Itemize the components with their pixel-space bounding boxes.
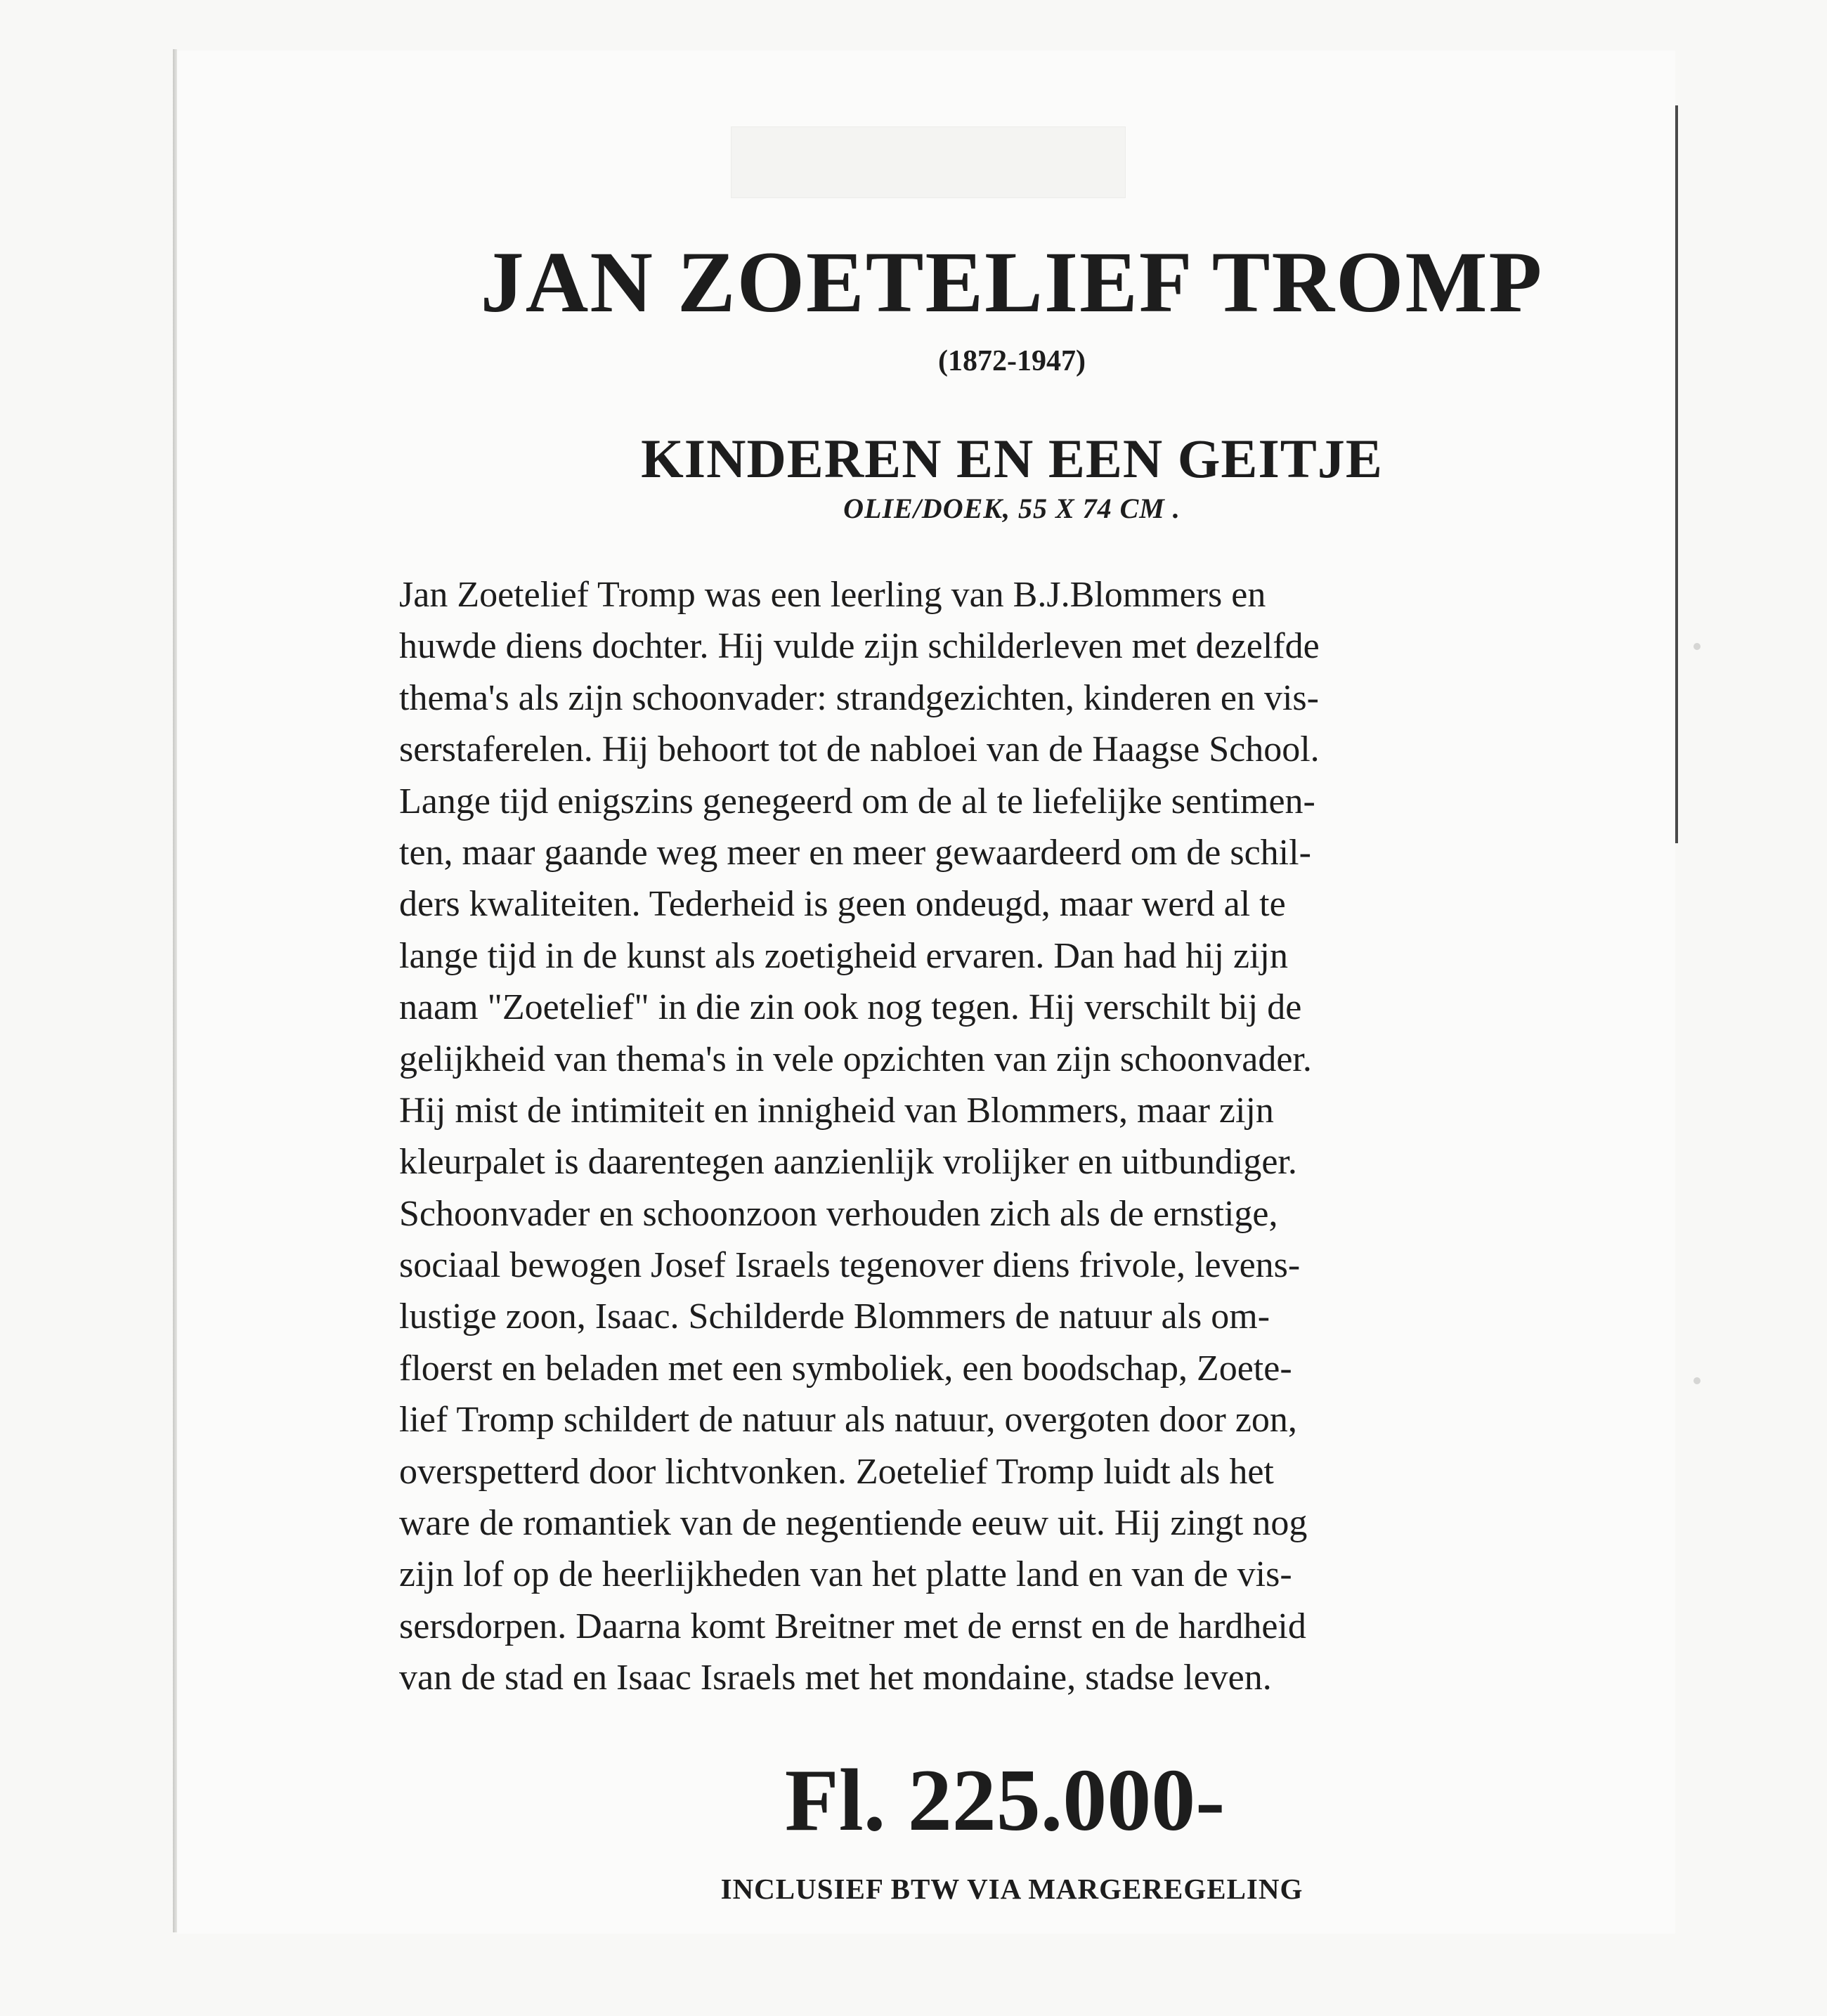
description-line: serstaferelen. Hij behoort tot de nabloei van de Haagse School. xyxy=(399,729,1320,770)
description-line: Jan Zoetelief Tromp was een leerling van B.J.Blommers en xyxy=(399,575,1266,615)
photo-edge-right xyxy=(1675,105,1678,843)
description-line: huwde diens dochter. Hij vulde zijn schilderleven met dezelfde xyxy=(399,626,1320,667)
description-line: Lange tijd enigszins genegeerd om de al te liefelijke sentimen- xyxy=(399,781,1315,821)
description-text xyxy=(399,569,1594,1704)
artist-name: JAN ZOETELIEF TROMP xyxy=(480,234,1544,330)
description-line: kleurpalet is daarentegen aanzienlijk vrolijker en uitbundiger. xyxy=(399,1142,1297,1183)
vat-note: INCLUSIEF BTW VIA MARGEREGELING xyxy=(720,1873,1303,1905)
artwork-medium: OLIE/DOEK, 55 X 74 CM . xyxy=(843,493,1181,524)
description-line: Hij mist de intimiteit en innigheid van Blommers, maar zijn xyxy=(399,1090,1274,1131)
description-line: ten, maar gaande weg meer en meer gewaardeerd om de schil- xyxy=(399,832,1311,873)
description-line: sociaal bewogen Josef Israels tegenover diens frivole, levens- xyxy=(399,1245,1301,1286)
description-line: overspetterd door lichtvonken. Zoetelief Tromp luidt als het xyxy=(399,1451,1274,1492)
description-line: ware de romantiek van de negentiende eeuw uit. Hij zingt nog xyxy=(399,1503,1308,1544)
tape-mark xyxy=(731,126,1126,198)
description-line: gelijkheid van thema's in vele opzichten van zijn schoonvader. xyxy=(399,1039,1312,1079)
stray-mark xyxy=(1693,1377,1701,1384)
description-line: floerst en beladen met een symboliek, een boodschap, Zoete- xyxy=(399,1348,1292,1389)
artwork-title: KINDEREN EN EEN GEITJE xyxy=(641,428,1383,489)
stray-mark xyxy=(1693,643,1701,650)
description-line: ders kwaliteiten. Tederheid is geen ondeugd, maar werd al te xyxy=(399,884,1286,925)
description-line: lustige zoon, Isaac. Schilderde Blommers de natuur als om- xyxy=(399,1296,1270,1337)
artist-years: (1872-1947) xyxy=(938,345,1086,377)
price: Fl. 225.000- xyxy=(784,1752,1225,1849)
description-line: zijn lof op de heerlijkheden van het platte land en van de vis- xyxy=(399,1554,1292,1595)
description-line: sersdorpen. Daarna komt Breitner met de ernst en de hardheid xyxy=(399,1606,1306,1646)
description-line: naam "Zoetelief" in die zin ook nog tegen. Hij verschilt bij de xyxy=(399,987,1302,1028)
description-line: lange tijd in de kunst als zoetigheid ervaren. Dan had hij zijn xyxy=(399,935,1288,976)
description-line: Schoonvader en schoonzoon verhouden zich als de ernstige, xyxy=(399,1193,1278,1234)
description-line: van de stad en Isaac Israels met het mondaine, stadse leven. xyxy=(399,1658,1272,1698)
description-line: thema's als zijn schoonvader: strandgezichten, kinderen en vis- xyxy=(399,677,1319,718)
description-line: lief Tromp schildert de natuur als natuur, overgoten door zon, xyxy=(399,1400,1297,1441)
